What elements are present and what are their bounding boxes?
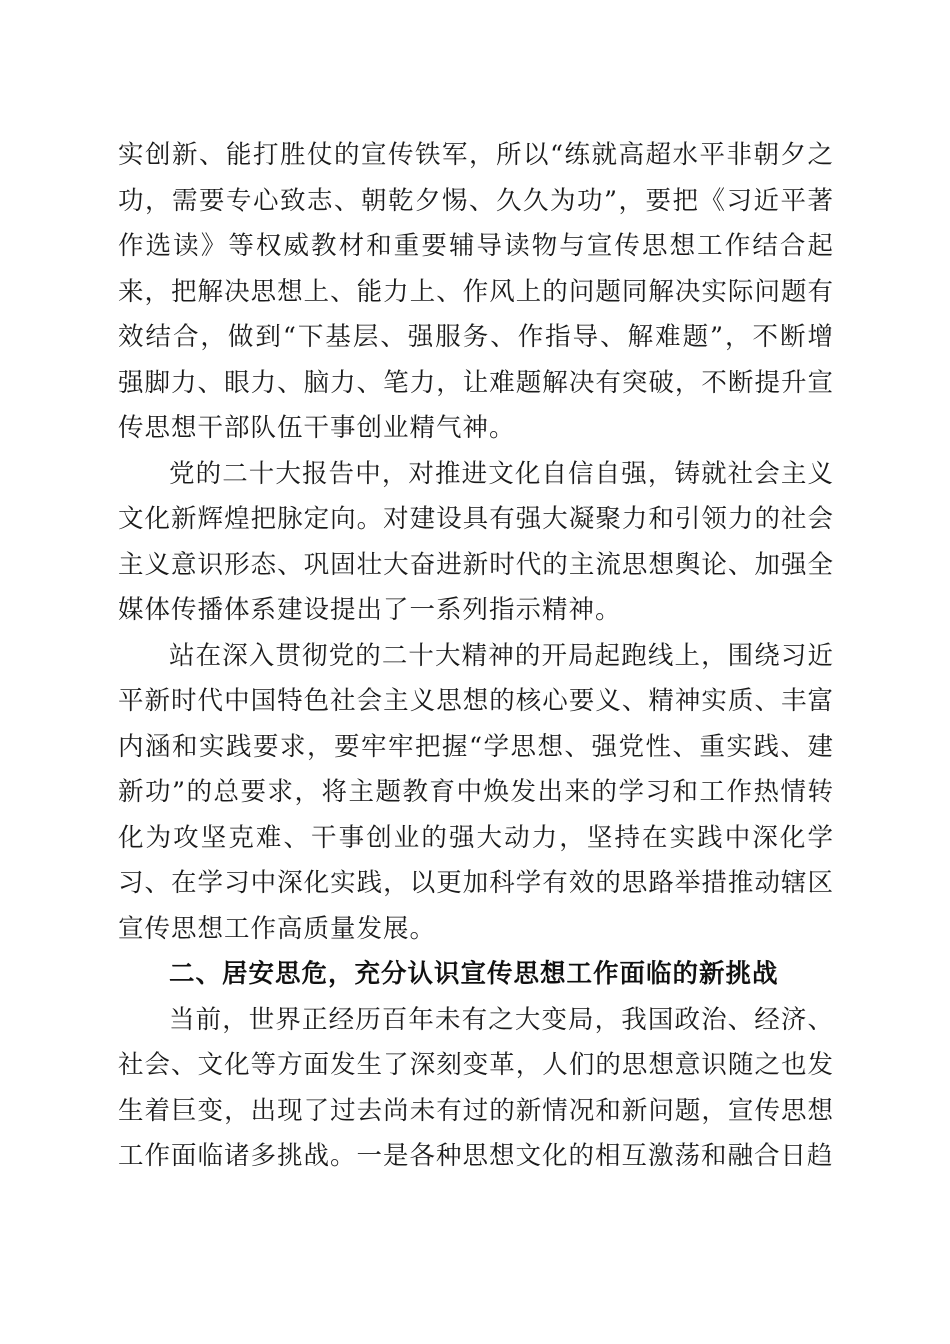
paragraph-challenges: 当前，世界正经历百年未有之大变局，我国政治、经济、社会、文化等方面发生了深刻变革，人们的思想意识随之也发生着巨变，出现了过去尚未有过的新情况和新问题，宣传思想工作面临诸多挑战。一是各种思想文化的相互激荡和融合日趋 <box>118 1004 834 1171</box>
section-heading-two: 二、居安思危，充分认识宣传思想工作面临的新挑战 <box>169 959 779 989</box>
paragraph-continuation: 实创新、能打胜仗的宣传铁军，所以“练就高超水平非朝夕之功，需要专心致志、朝乾夕惕、久久为功”，要把《习近平著作选读》等权威教材和重要辅导读物与宣传思想工作结合起来，把解决思想上、能力上、作风上的问题同解决实际问题有效结合，做到“下基层、强服务、作指导、解难题”，不断增强脚力、眼力、脑力、笔力，让难题解决有突破，不断提升宣传思想干部队伍干事创业精气神。 <box>118 140 834 443</box>
paragraph-cultural-confidence: 党的二十大报告中，对推进文化自信自强，铸就社会主义文化新辉煌把脉定向。对建设具有强大凝聚力和引领力的社会主义意识形态、巩固壮大奋进新时代的主流思想舆论、加强全媒体传播体系建设提出了一系列指示精神。 <box>118 458 834 625</box>
paragraph-implementation: 站在深入贯彻党的二十大精神的开局起跑线上，围绕习近平新时代中国特色社会主义思想的核心要义、精神实质、丰富内涵和实践要求，要牢牢把握“学思想、强党性、重实践、建新功”的总要求，将主题教育中焕发出来的学习和工作热情转化为攻坚克难、干事创业的强大动力，坚持在实践中深化学习、在学习中深化实践，以更加科学有效的思路举措推动辖区宣传思想工作高质量发展。 <box>118 640 834 944</box>
document-body <box>118 133 834 1180</box>
